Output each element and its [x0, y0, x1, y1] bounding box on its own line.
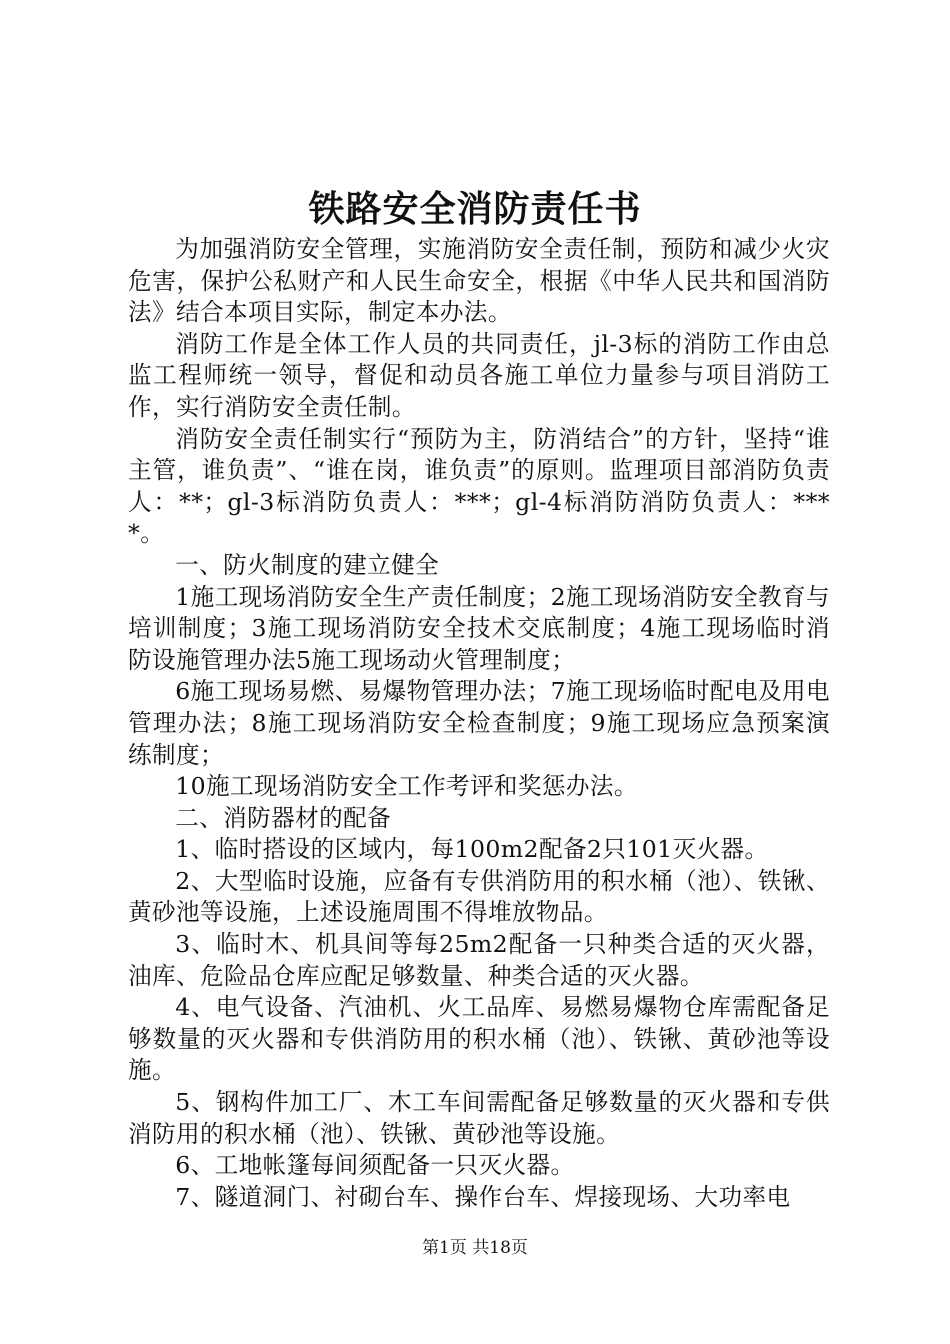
- list-item-equipment-4: 4、电气设备、汽油机、火工品库、易燃易爆物仓库需配备足够数量的灭火器和专供消防用的积水桶（池）、铁锹、黄砂池等设施。: [128, 993, 830, 1085]
- list-item-equipment-3: 3、临时木、机具间等每25m2配备一只种类合适的灭火器，油库、危险品仓库应配足够数量、种类合适的灭火器。: [128, 930, 830, 990]
- list-item-equipment-2: 2、大型临时设施，应备有专供消防用的积水桶（池）、铁锹、黄砂池等设施，上述设施周围不得堆放物品。: [128, 866, 830, 927]
- paragraph-principle: 消防安全责任制实行“预防为主，防消结合”的方针，坚持“谁主管，谁负责”、“谁在岗，谁负责”的原则。监理项目部消防负责人：**；gl-3标消防负责人：***；gl-4标消防消防负责人：****。: [128, 424, 830, 548]
- list-item-equipment-5: 5、钢构件加工厂、木工车间需配备足够数量的灭火器和专供消防用的积水桶（池）、铁锹、黄砂池等设施。: [128, 1088, 830, 1148]
- section-heading-equipment: 二、消防器材的配备: [175, 803, 392, 832]
- paragraph-responsibility: 消防工作是全体工作人员的共同责任，jl-3标的消防工作由总监工程师统一领导，督促和动员各施工单位力量参与项目消防工作，实行消防安全责任制。: [128, 329, 830, 421]
- list-item-equipment-6: 6、工地帐篷每间须配备一只灭火器。: [175, 1151, 575, 1180]
- paragraph-intro: 为加强消防安全管理，实施消防安全责任制，预防和减少火灾危害，保护公私财产和人民生命安全，根据《中华人民共和国消防法》结合本项目实际，制定本办法。: [128, 235, 830, 327]
- page-title: 铁路安全消防责任书: [308, 188, 642, 230]
- page-number: 第1页 共18页: [422, 1238, 528, 1258]
- list-item-equipment-1: 1、临时搭设的区域内，每100m2配备2只101灭火器。: [175, 835, 769, 864]
- list-item-equipment-7: 7、隧道洞门、衬砌台车、操作台车、焊接现场、大功率电: [175, 1182, 791, 1211]
- paragraph-rules-2: 6施工现场易燃、易爆物管理办法；7施工现场临时配电及用电管理办法；8施工现场消防安全检查制度；9施工现场应急预案演练制度；: [128, 677, 830, 769]
- document-body: [128, 234, 830, 1213]
- paragraph-rules-1: 1施工现场消防安全生产责任制度；2施工现场消防安全教育与培训制度；3施工现场消防安全技术交底制度；4施工现场临时消防设施管理办法5施工现场动火管理制度；: [128, 582, 830, 674]
- section-heading-fire-rules: 一、防火制度的建立健全: [175, 550, 440, 579]
- paragraph-rules-3: 10施工现场消防安全工作考评和奖惩办法。: [175, 772, 638, 801]
